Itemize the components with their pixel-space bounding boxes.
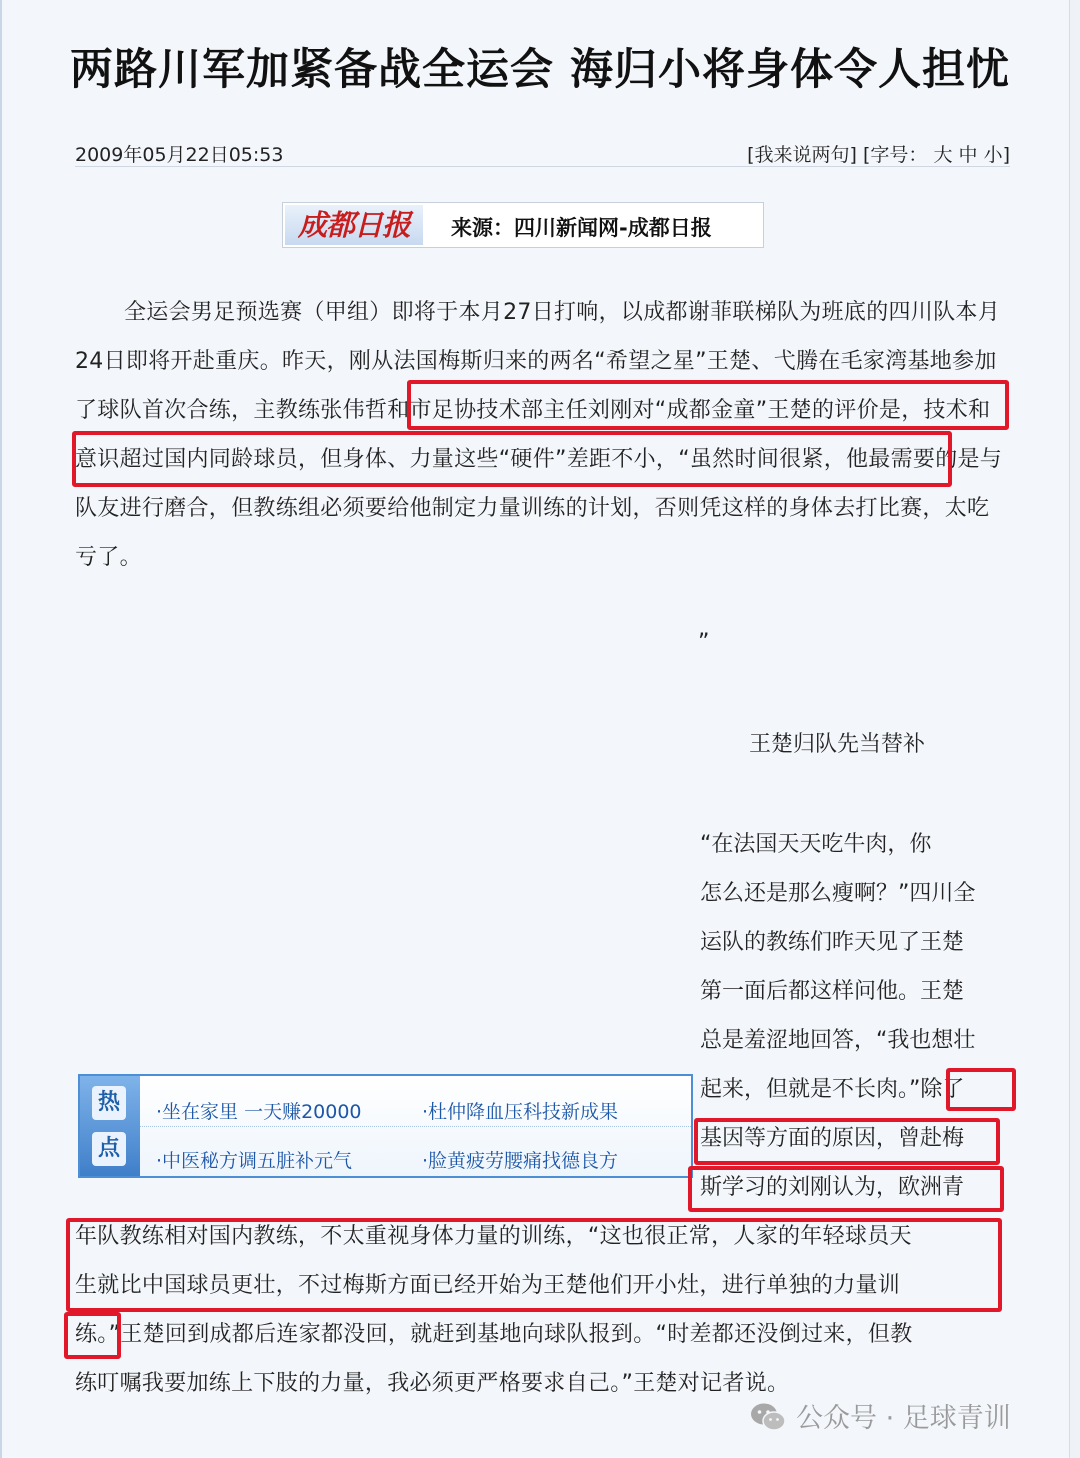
side-text-line: “在法国天天吃牛肉，你 bbox=[700, 832, 932, 857]
paragraph-1 bbox=[75, 288, 1010, 582]
section-subheading: 王楚归队先当替补 bbox=[749, 732, 926, 757]
closing-quote-mark: ” bbox=[698, 630, 710, 655]
hot-tab-char: 点 bbox=[92, 1132, 126, 1166]
body-text-line: 练。”王楚回到成都后连家都没回，就赶到基地向球队报到。“时差都还没倒过来，但教 bbox=[75, 1322, 913, 1347]
side-text-line: 第一面后都这样问他。王楚 bbox=[700, 979, 965, 1004]
source-label: 来源：四川新闻网-成都日报 bbox=[451, 216, 712, 240]
source-banner bbox=[282, 202, 764, 248]
article-meta-row bbox=[75, 140, 1010, 167]
page-scrollbar[interactable] bbox=[1069, 0, 1080, 1458]
hot-link[interactable]: ·脸黄疲劳腰痛找德良方 bbox=[422, 1150, 619, 1172]
watermark-text: 公众号 · 足球青训 bbox=[796, 1403, 1011, 1434]
article-date: 2009年05月22日05:53 bbox=[75, 144, 284, 166]
hot-links-list bbox=[140, 1076, 691, 1176]
hot-tab-char: 热 bbox=[92, 1086, 126, 1120]
font-size-label: [字号： bbox=[862, 144, 928, 166]
font-size-medium[interactable]: 中 bbox=[958, 144, 978, 166]
side-text-line: 基因等方面的原因，曾赴梅 bbox=[700, 1126, 965, 1151]
paragraph-1-part-c: “虽然时间很紧，他最需要的是与队友进行磨合，但教练组必须要给他制定力量训练的计划，否则凭这样的身体去打比赛，太吃亏了。 bbox=[75, 447, 1003, 570]
body-text-line: 练叮嘱我要加练上下肢的力量，我必须更严格要求自己。”王楚对记者说。 bbox=[75, 1371, 790, 1396]
hot-links-box bbox=[78, 1074, 693, 1178]
body-text-line: 年队教练相对国内教练，不太重视身体力量的训练，“这也很正常，人家的年轻球员天 bbox=[75, 1224, 912, 1249]
watermark bbox=[750, 1396, 1011, 1435]
hot-links-divider bbox=[140, 1126, 691, 1127]
font-size-large[interactable]: 大 bbox=[933, 144, 953, 166]
paragraph-1-part-b-highlighted: 主教练张伟哲和市足协技术部主任刘刚对“成都金童”王楚的评价是，技术和意识超过国内同龄球员，但身体、力量这些“硬件”差距不小， bbox=[75, 398, 991, 472]
hot-link[interactable]: ·坐在家里 一天赚20000 bbox=[156, 1101, 362, 1123]
paragraph-1-part-a: 全运会男足预选赛（甲组）即将于本月27日打响，以成都谢菲联梯队为班底的四川队本月24日即将开赴重庆。昨天，刚从法国梅斯归来的两名“希望之星”王楚、弋腾在毛家湾基地参加了球队首次合练， bbox=[75, 300, 1000, 423]
page-left-border bbox=[0, 0, 2, 1458]
article-tools bbox=[747, 140, 1010, 167]
chengdu-daily-logo: 成都日报 bbox=[285, 205, 423, 245]
hot-link[interactable]: ·杜仲降血压科技新成果 bbox=[422, 1101, 619, 1123]
side-text-line: 斯学习的刘刚认为，欧洲青 bbox=[700, 1175, 965, 1200]
body-text-line: 生就比中国球员更壮，不过梅斯方面已经开始为王楚他们开小灶，进行单独的力量训 bbox=[75, 1273, 901, 1298]
article-headline: 两路川军加紧备战全运会 海归小将身体令人担忧 bbox=[70, 45, 1010, 95]
hot-tab bbox=[80, 1076, 140, 1176]
comment-link[interactable]: [我来说两句] bbox=[747, 144, 857, 166]
hot-link[interactable]: ·中医秘方调五脏补元气 bbox=[156, 1150, 353, 1172]
side-text-line: 怎么还是那么瘦啊？”四川全 bbox=[700, 881, 976, 906]
side-text-line: 起来，但就是不长肉。”除了 bbox=[700, 1077, 965, 1102]
wechat-icon bbox=[750, 1402, 786, 1432]
side-text-line: 运队的教练们昨天见了王楚 bbox=[700, 930, 965, 955]
font-size-small[interactable]: 小] bbox=[983, 144, 1010, 166]
side-text-line: 总是羞涩地回答，“我也想壮 bbox=[700, 1028, 976, 1053]
